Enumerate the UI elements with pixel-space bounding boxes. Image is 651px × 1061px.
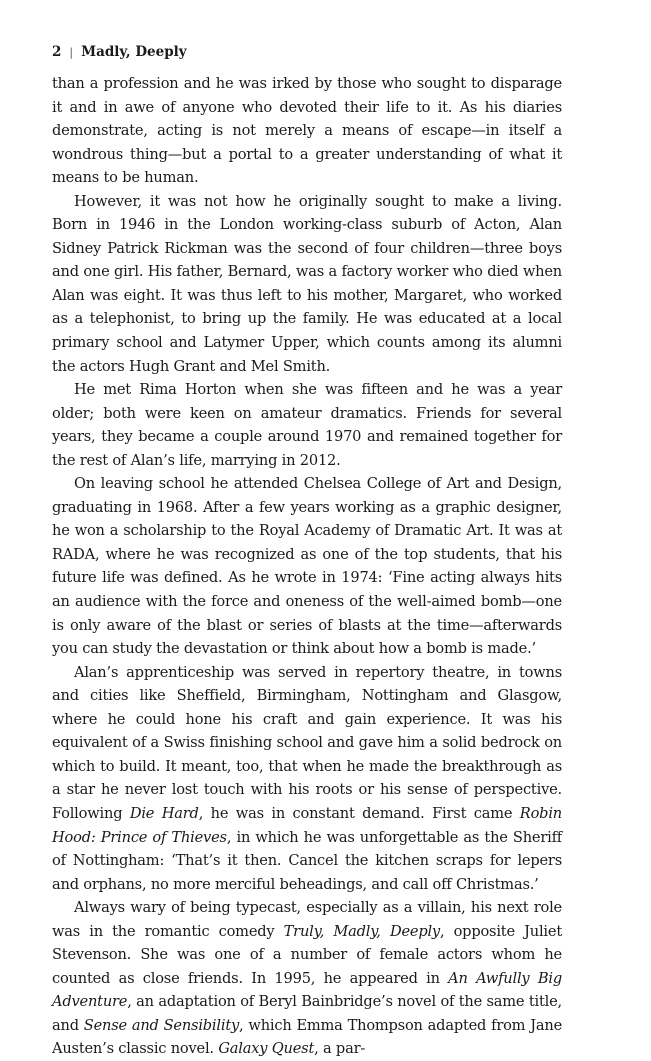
text-run: He met Rima Horton when she was fifteen and he was a year older; both were keen on amateur dramatics. Friends for several years, they became a couple around 1970 and remained together for the rest of Alan’s life, marrying in 2012. bbox=[52, 381, 562, 469]
italic-title: Die Hard bbox=[129, 804, 199, 822]
paragraph bbox=[52, 72, 562, 190]
paragraph bbox=[52, 378, 562, 472]
body-text bbox=[52, 72, 562, 1061]
book-title: Madly, Deeply bbox=[81, 44, 187, 60]
page-number: 2 bbox=[52, 44, 62, 60]
italic-title: Robin Hood: Prince of Thieves bbox=[52, 804, 562, 846]
italic-title: Sense and Sensibility bbox=[83, 1016, 240, 1034]
text-run: , opposite Juliet Stevenson. She was one of a number of female actors whom he counted as close friends. In 1995, he appeared in bbox=[52, 922, 562, 987]
text-run: , he was in constant demand. First came bbox=[198, 804, 520, 822]
text-run: Always wary of being typecast, especially as a villain, his next role was in the romantic comedy bbox=[52, 899, 562, 940]
paragraph bbox=[52, 190, 562, 378]
header-separator: | bbox=[69, 46, 74, 59]
book-page bbox=[52, 38, 562, 1061]
italic-title: Truly, Madly, Deeply bbox=[283, 922, 440, 940]
paragraph bbox=[52, 472, 562, 660]
text-run: However, it was not how he originally sought to make a living. Born in 1946 in the London working-class suburb of Acton, Alan Sidney Patrick Rickman was the second of four children—three boys and one girl. His father, Bernard, was a factory worker who died when Alan was eight. It was thus left to his mother, Margaret, who worked as a telephonist, to bring up the family. He was educated at a local primary school and Latymer Upper, which counts among its alumni the actors Hugh Grant and Mel Smith. bbox=[52, 192, 562, 375]
text-run: , in which he was unforgettable as the Sheriff of Nottingham: ‘That’s it then. Cancel the kitchen scraps for lepers and orphans, no more merciful beheadings, and call off Christmas.’ bbox=[52, 828, 562, 893]
paragraph bbox=[52, 896, 562, 1061]
paragraph bbox=[52, 661, 562, 896]
text-run: Alan’s apprenticeship was served in repertory theatre, in towns and cities like Sheffield, Birmingham, Nottingham and Glasgow, where he could hone his craft and gain experience. It was his equivalent of a Swiss finishing school and gave him a solid bedrock on which to build. It meant, too, that when he made the breakthrough as a star he never lost touch with his roots or his sense of perspective. Following bbox=[52, 663, 562, 822]
italic-title: Galaxy Quest bbox=[218, 1040, 315, 1058]
text-run: , a par- bbox=[314, 1040, 366, 1058]
text-run: , an adaptation of Beryl Bainbridge’s novel of the same title, and bbox=[52, 993, 562, 1034]
text-run: than a profession and he was irked by those who sought to disparage it and in awe of anyone who devoted their life to it. As his diaries demonstrate, acting is not merely a means of escape—in itself a wondrous thing—but a portal to a greater understanding of what it means to be human. bbox=[52, 75, 562, 187]
text-run: , which Emma Thompson adapted from Jane Austen’s classic novel. bbox=[52, 1016, 563, 1058]
italic-title: An Awfully Big Adventure bbox=[52, 969, 562, 1011]
running-head bbox=[52, 38, 562, 66]
text-run: On leaving school he attended Chelsea College of Art and Design, graduating in 1968. After a few years working as a graphic designer, he won a scholarship to the Royal Academy of Dramatic Art. It was at RADA, where he was recognized as one of the top students, that his future life was defined. As he wrote in 1974: ‘Fine acting always hits an audience with the force and oneness of the well-aimed bomb—one is only aware of the blast or series of blasts at the time—afterwards you can study the devastation or think about how a bomb is made.’ bbox=[52, 475, 562, 658]
